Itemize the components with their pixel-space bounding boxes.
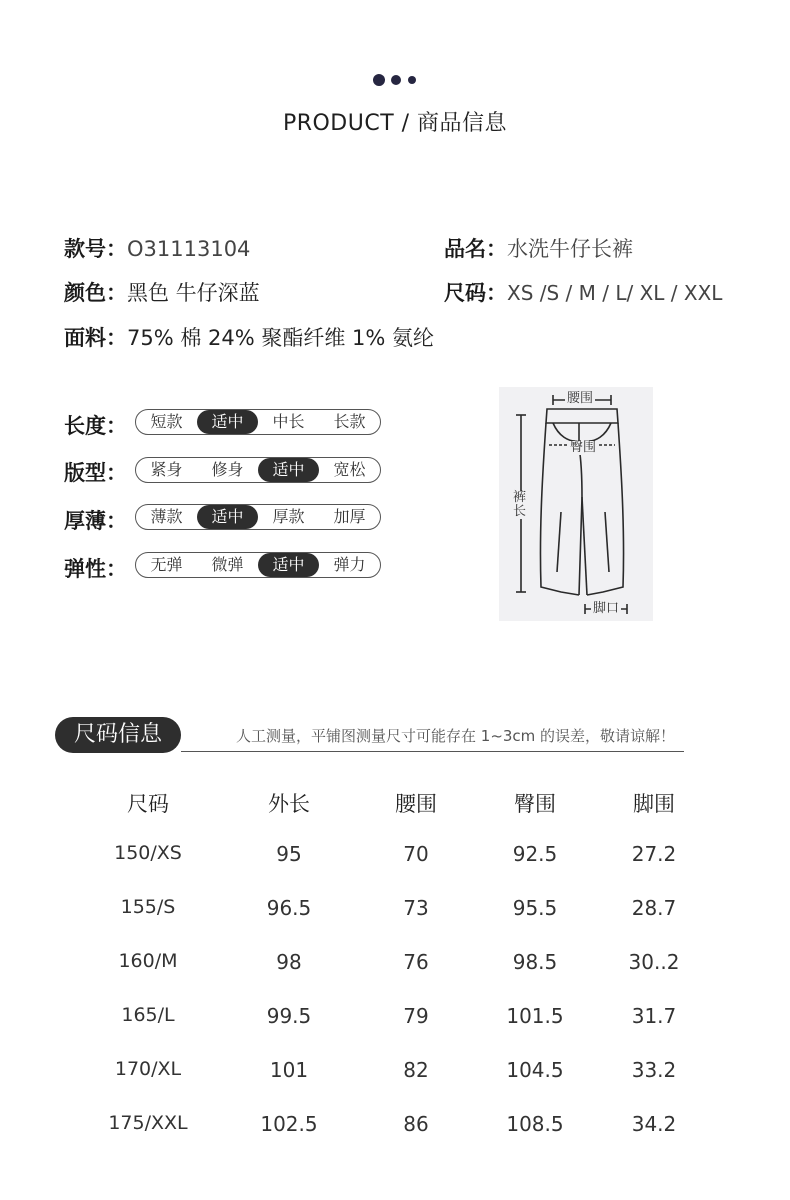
style-no-row — [64, 233, 250, 263]
table-header-hem: 脚围 — [633, 792, 675, 816]
table-cell: 160/M — [118, 950, 178, 972]
attr-option: 薄款 — [150, 507, 183, 526]
style-no-label: 款号： — [64, 237, 127, 261]
table-cell: 150/XS — [114, 842, 182, 864]
fabric-row — [64, 322, 434, 352]
attr-label-fit: 版型： — [64, 461, 127, 485]
name-row — [444, 233, 633, 263]
table-cell: 101.5 — [506, 1004, 564, 1028]
attr-option: 长款 — [333, 412, 366, 431]
name-label: 品名： — [444, 237, 507, 261]
attr-option: 适中 — [197, 505, 258, 529]
attr-thickness-options — [135, 504, 381, 530]
dot-icon — [373, 74, 385, 86]
color-label: 颜色： — [64, 281, 127, 305]
attr-option: 适中 — [258, 553, 319, 577]
attr-option: 厚款 — [272, 507, 305, 526]
size-row — [444, 277, 722, 307]
table-header-size: 尺码 — [127, 792, 169, 816]
size-disclaimer: 人工测量，平铺图测量尺寸可能存在 1~3cm 的误差，敬请谅解！ — [236, 727, 676, 745]
table-cell: 34.2 — [631, 1112, 677, 1136]
attr-option: 弹力 — [333, 555, 366, 574]
table-cell: 73 — [403, 896, 429, 920]
name-value: 水洗牛仔长裤 — [507, 237, 633, 261]
table-cell: 92.5 — [512, 842, 558, 866]
attr-option: 宽松 — [333, 460, 366, 479]
attr-length-options — [135, 409, 381, 435]
table-cell: 108.5 — [506, 1112, 564, 1136]
size-info-badge: 尺码信息 — [55, 717, 181, 753]
table-cell: 170/XL — [114, 1058, 182, 1080]
table-cell: 86 — [403, 1112, 429, 1136]
table-cell: 28.7 — [631, 896, 677, 920]
table-header-hip: 臀围 — [514, 792, 556, 816]
table-cell: 95 — [276, 842, 302, 866]
attr-option: 适中 — [258, 458, 319, 482]
table-cell: 79 — [403, 1004, 429, 1028]
divider — [181, 751, 684, 752]
attr-option: 紧身 — [150, 460, 183, 479]
table-cell: 30..2 — [628, 950, 680, 974]
attr-label-thickness: 厚薄： — [64, 509, 127, 533]
diagram-label-waist: 腰围 — [567, 391, 594, 406]
table-cell: 96.5 — [266, 896, 312, 920]
attr-label-length: 长度： — [64, 414, 127, 438]
attr-elasticity-options — [135, 552, 381, 578]
diagram-label-hem: 脚口 — [593, 601, 620, 616]
diagram-label-length: 裤长 — [513, 490, 527, 519]
table-cell: 82 — [403, 1058, 429, 1082]
table-cell: 165/L — [121, 1004, 175, 1026]
table-cell: 70 — [403, 842, 429, 866]
table-cell: 99.5 — [266, 1004, 312, 1028]
table-cell: 95.5 — [512, 896, 558, 920]
color-value: 黑色 牛仔深蓝 — [127, 281, 260, 305]
table-cell: 101 — [269, 1058, 309, 1082]
size-value: XS /S / M / L/ XL / XXL — [507, 281, 723, 305]
table-header-waist: 腰围 — [395, 792, 437, 816]
table-cell: 104.5 — [506, 1058, 564, 1082]
table-cell: 175/XXL — [108, 1112, 188, 1134]
attr-fit-options — [135, 457, 381, 483]
table-cell: 98.5 — [512, 950, 558, 974]
page-title: PRODUCT / 商品信息 — [282, 111, 508, 136]
attr-option: 短款 — [150, 412, 183, 431]
attr-option: 无弹 — [150, 555, 183, 574]
attr-option: 微弹 — [211, 555, 244, 574]
table-cell: 27.2 — [631, 842, 677, 866]
attr-option: 修身 — [211, 460, 244, 479]
style-no-value: O31113104 — [127, 237, 251, 261]
table-cell: 76 — [403, 950, 429, 974]
pants-diagram — [499, 387, 653, 621]
dot-icon — [391, 75, 401, 85]
attr-option: 加厚 — [333, 507, 366, 526]
table-cell: 98 — [276, 950, 302, 974]
dot-icon — [408, 76, 416, 84]
attr-option: 适中 — [197, 410, 258, 434]
attr-option: 中长 — [272, 412, 305, 431]
table-header-length: 外长 — [268, 792, 310, 816]
table-cell: 33.2 — [631, 1058, 677, 1082]
color-row — [64, 277, 260, 307]
fabric-value: 75% 棉 24% 聚酯纤维 1% 氨纶 — [127, 326, 435, 350]
fabric-label: 面料： — [64, 326, 127, 350]
attr-label-elasticity: 弹性： — [64, 557, 127, 581]
table-cell: 102.5 — [260, 1112, 318, 1136]
table-cell: 155/S — [120, 896, 176, 918]
table-cell: 31.7 — [631, 1004, 677, 1028]
size-label: 尺码： — [444, 281, 507, 305]
diagram-label-hip: 臀围 — [570, 440, 597, 455]
